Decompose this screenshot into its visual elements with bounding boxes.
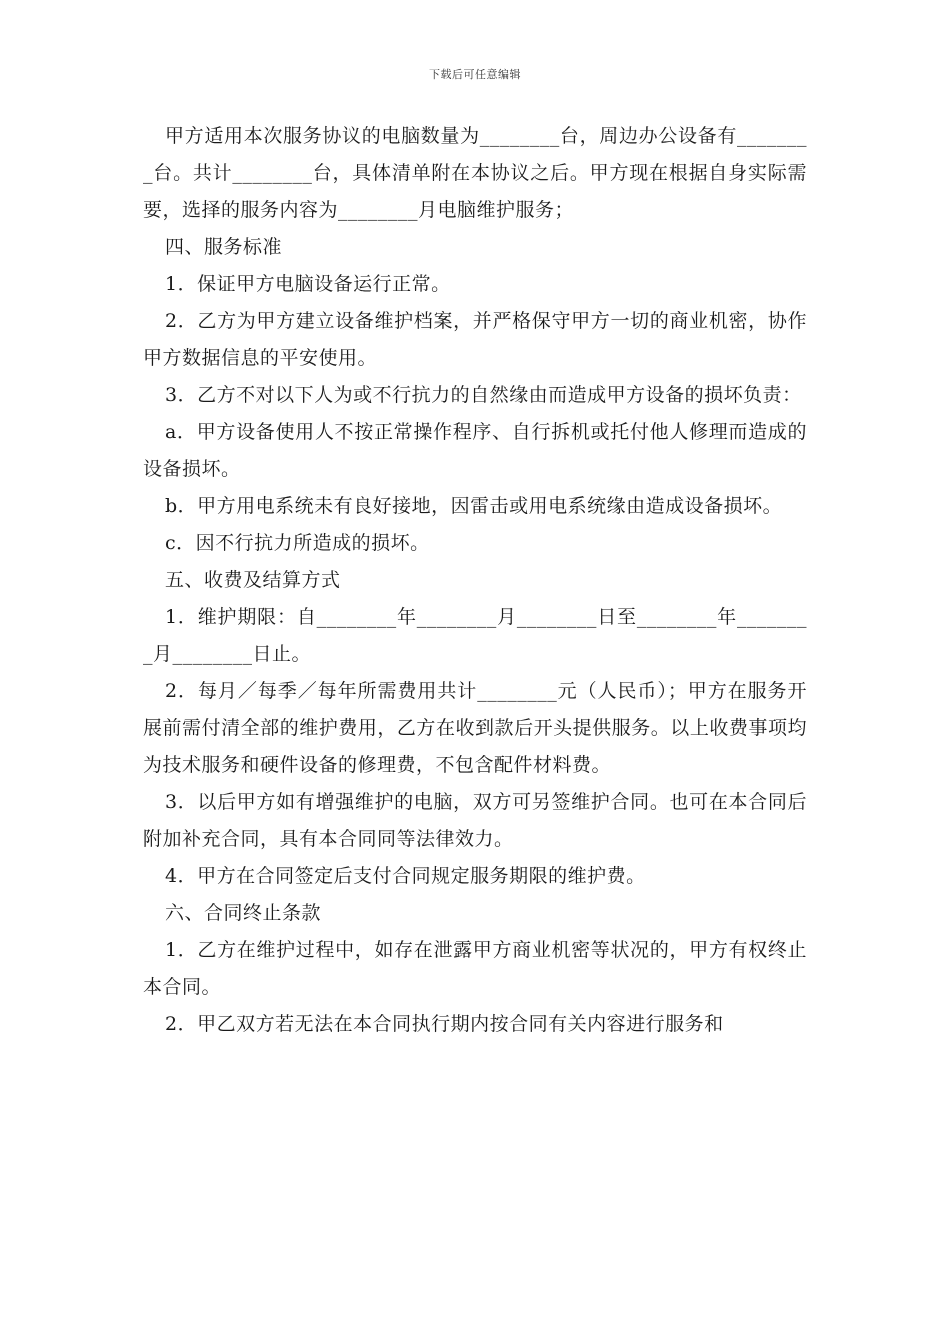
paragraph-standard-3b: b．甲方用电系统未有良好接地，因雷击或用电系统缘由造成设备损坏。 [165, 495, 783, 517]
document-body [143, 118, 807, 1043]
paragraph-standard-3a: a．甲方设备使用人不按正常操作程序、自行拆机或托付他人修理而造成的设备损坏。 [143, 421, 807, 480]
paragraph-termination-1: 1．乙方在维护过程中，如存在泄露甲方商业机密等状况的，甲方有权终止本合同。 [143, 939, 807, 998]
paragraph-fees-3: 3．以后甲方如有增强维护的电脑，双方可另签维护合同。也可在本合同后附加补充合同，具有本合同同等法律效力。 [143, 791, 807, 850]
paragraph-standard-3c: c．因不行抗力所造成的损坏。 [165, 532, 430, 554]
paragraph-fees-4: 4．甲方在合同签定后支付合同规定服务期限的维护费。 [165, 865, 646, 887]
section-heading-service-standard: 四、服务标准 [165, 236, 283, 258]
paragraph-standard-3: 3．乙方不对以下人为或不行抗力的自然缘由而造成甲方设备的损坏负责： [165, 384, 802, 406]
paragraph-standard-1: 1．保证甲方电脑设备运行正常。 [165, 273, 451, 295]
paragraph-standard-2: 2．乙方为甲方建立设备维护档案，并严格保守甲方一切的商业机密，协作甲方数据信息的平安使用。 [143, 310, 807, 369]
page-header-note: 下载后可任意编辑 [429, 68, 521, 81]
section-heading-fees: 五、收费及结算方式 [165, 569, 341, 591]
paragraph-fees-1: 1．维护期限：自________年________月________日至________年________月________日止。 [143, 606, 807, 665]
paragraph-fees-2: 2．每月／每季／每年所需费用共计________元（人民币）；甲方在服务开展前需付清全部的维护费用，乙方在收到款后开头提供服务。以上收费事项均为技术服务和硬件设备的修理费，不包含配件材料费。 [143, 680, 807, 776]
paragraph-termination-2: 2．甲乙双方若无法在本合同执行期内按合同有关内容进行服务和 [165, 1013, 724, 1035]
section-heading-termination: 六、合同终止条款 [165, 902, 322, 924]
paragraph-device-count: 甲方适用本次服务协议的电脑数量为________台，周边办公设备有________台。共计________台，具体清单附在本协议之后。甲方现在根据自身实际需要，选择的服务内容为________月电脑维护服务； [143, 125, 807, 221]
